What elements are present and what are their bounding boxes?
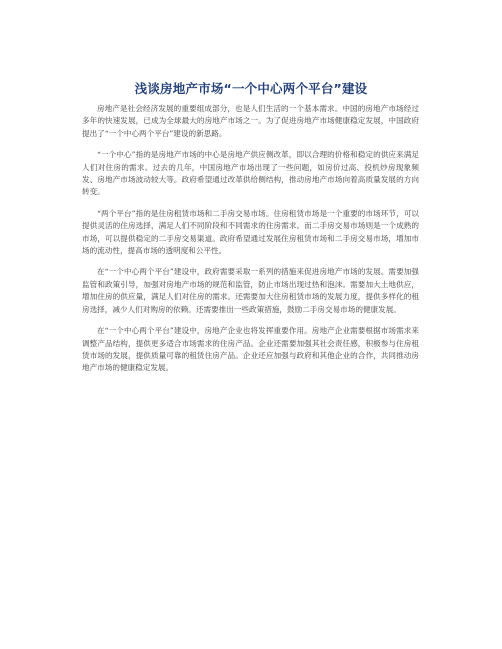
document-title: 浅谈房地产市场“一个中心两个平台”建设 — [134, 81, 368, 96]
paragraph-2: “一个中心”指的是房地产市场的中心是房地产供应侧改革，即以合理的价格和稳定的供应来满足人们对住房的需求。过去的几年，中国房地产市场出现了一些问题，如房价过高、投机炒房现象频发、房地产市场波动较大等。政府希望通过改革供给侧结构，推动房地产市场向着高质量发展的方向转变。 — [82, 150, 419, 197]
paragraph-5: 在“一个中心两个平台”建设中，房地产企业也将发挥重要作用。房地产企业需要根据市场需求来调整产品结构，提供更多适合市场需求的住房产品。企业还需要加强其社会责任感，积极参与住房租赁市场的发展，提供质量可靠的租赁住房产品。企业还应加强与政府和其他企业的合作，共同推动房地产市场的健康稳定发展。 — [82, 326, 419, 373]
paragraph-4: 在“一个中心两个平台”建设中，政府需要采取一系列的措施来促进房地产市场的发展。需要加强监管和政策引导，加强对房地产市场的规范和监管，防止市场出现过热和泡沫。需要加大土地供应，增加住房的供应量，满足人们对住房的需求。还需要加大住房租赁市场的发展力度，提供多样化的租房选择，减少人们对购房的依赖。还需要推出一些政策措施，鼓励二手房交易市场的健康发展。 — [82, 267, 419, 314]
document-body — [82, 103, 419, 384]
paragraph-3: “两个平台”指的是住房租赁市场和二手房交易市场。住房租赁市场是一个重要的市场环节，可以提供灵活的住房选择，满足人们不同阶段和不同需求的住房需求。而二手房交易市场则是一个成熟的市场，可以提供稳定的二手房交易渠道。政府希望通过发展住房租赁市场和二手房交易市场，增加市场的流动性，提高市场的透明度和公平性。 — [82, 208, 419, 256]
paragraph-1: 房地产是社会经济发展的重要组成部分，也是人们生活的一个基本需求。中国的房地产市场经过多年的快速发展，已成为全球最大的房地产市场之一。为了促进房地产市场健康稳定发展，中国政府提出了“一个中心两个平台”建设的新思路。 — [82, 104, 419, 138]
